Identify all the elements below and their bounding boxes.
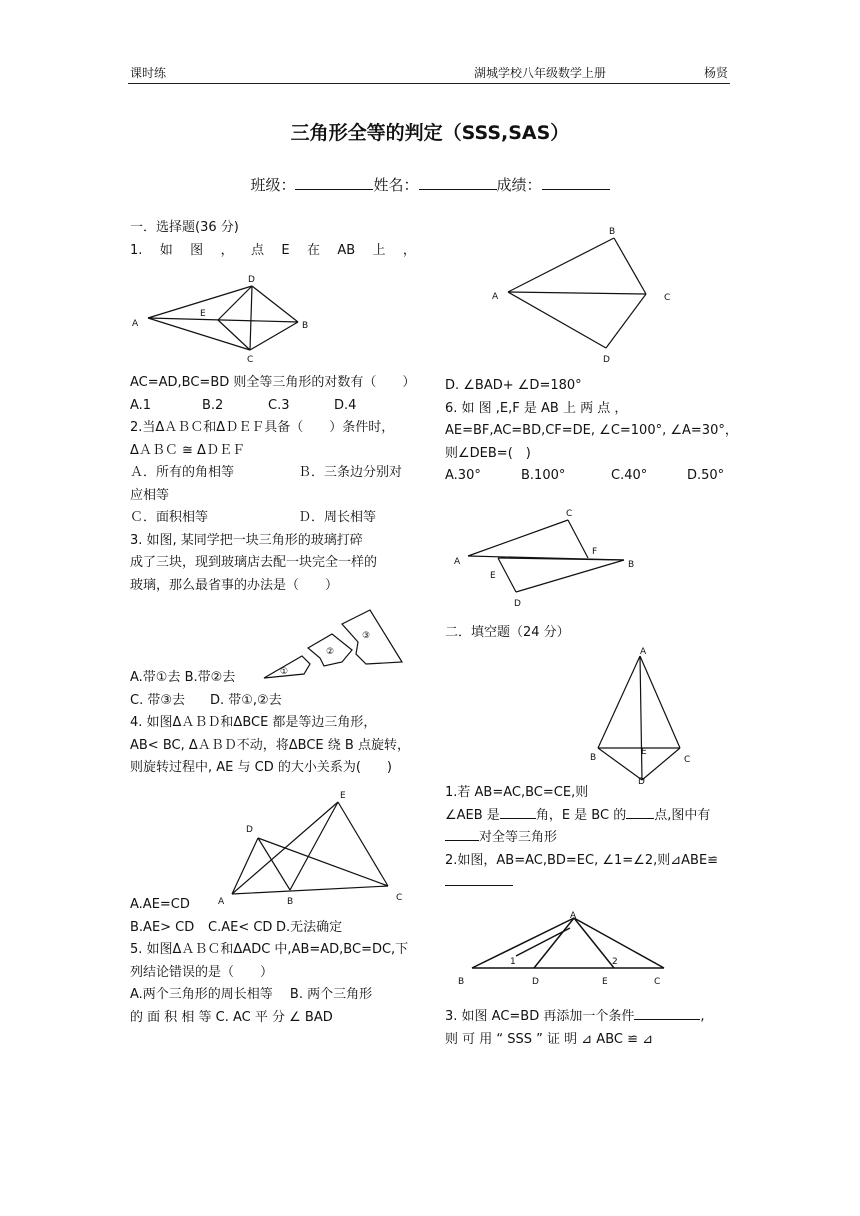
seg (508, 292, 606, 348)
q1-char: AB (337, 242, 356, 258)
f3-line2: 则 可 用 “ SSS ” 证 明 ⊿ ABC ≌ ⊿ (445, 1031, 654, 1047)
q1-char: 点 (250, 242, 264, 258)
q3-options-ab[interactable]: A.带①去 B.带②去 (130, 670, 236, 685)
label-E: E (200, 309, 206, 319)
figure-fill2 (452, 908, 682, 990)
seg (472, 918, 574, 968)
f1-blank-count[interactable] (445, 827, 479, 841)
label-B: B (287, 897, 294, 906)
label-B: B (590, 753, 597, 763)
q6-option[interactable]: C.40° (611, 468, 648, 483)
f1-text: ∠AEB 是 (445, 807, 500, 823)
q1-char: 1. (130, 242, 143, 258)
student-info-line (0, 174, 860, 195)
label-D: D (246, 825, 253, 835)
q1-option[interactable]: A.1 (130, 397, 152, 413)
q1-option[interactable]: B.2 (202, 397, 224, 413)
f1-line3 (445, 827, 735, 850)
q2-option-b[interactable]: Ｂ．三条边分别对 (298, 465, 403, 480)
seg (148, 318, 298, 322)
q5-option-d[interactable]: D. ∠BAD+ ∠D=180° (445, 378, 582, 393)
seg (508, 292, 646, 294)
header-right: 杨贤 (704, 66, 729, 80)
q3-line3: 玻璃，那么最省事的办法是（ ） (130, 577, 339, 593)
label-B: B (302, 321, 308, 331)
label-A: A (492, 292, 499, 302)
header-rule (128, 83, 730, 84)
seg (574, 918, 664, 968)
score-label: 成绩： (496, 176, 542, 194)
seg (640, 656, 680, 748)
seg (232, 838, 258, 894)
label-E: E (490, 571, 496, 581)
seg (250, 322, 298, 350)
label-1: 1 (510, 957, 516, 967)
q5-line4: 的 面 积 相 等 C. AC 平 分 ∠ BAD (130, 1009, 333, 1025)
q1-char: 在 (306, 242, 320, 258)
seg (598, 748, 642, 780)
q6-line1: 6. 如 图 ,E,F 是 AB 上 两 点 ， (445, 400, 628, 416)
section1-heading: 一．选择题(36 分) (130, 220, 239, 235)
seg (516, 560, 624, 592)
section2-heading-wrap (445, 622, 735, 645)
label-D: D (514, 599, 521, 609)
q1-char: 图 (190, 242, 204, 258)
f2-blank[interactable] (445, 872, 513, 886)
label-C: C (396, 893, 403, 903)
seg (508, 238, 614, 292)
f1-blank-point[interactable] (626, 805, 654, 819)
q3-line1: 3. 如图, 某同学把一块三角形的玻璃打碎 (130, 532, 363, 548)
q3-option-d[interactable]: D. 带①,②去 (210, 692, 282, 708)
f3-blank[interactable] (634, 1006, 700, 1020)
name-label: 姓名： (373, 176, 419, 194)
q4-line3: 则旋转过程中, AE 与 CD 的大小关系为( ) (130, 760, 392, 775)
q3-options-cd (130, 690, 416, 713)
seg (232, 886, 388, 894)
q2-option-c[interactable]: Ｃ．面积相等 (130, 510, 209, 525)
q2-options-ab (130, 462, 416, 485)
seg (468, 520, 568, 556)
seg (606, 294, 646, 348)
label-E: E (641, 747, 647, 757)
figure-q4 (210, 786, 416, 906)
q6-line2: AE=BF,AC=BD,CF=DE, ∠C=100°, ∠A=30°， (445, 423, 738, 438)
q4-options-bcd (130, 917, 420, 940)
q5-line3: A.两个三角形的周长相等 B. 两个三角形 (130, 987, 373, 1002)
q1-stem (130, 240, 416, 263)
q6-options (445, 465, 735, 488)
label-2: 2 (612, 957, 618, 967)
header-left: 课时练 (130, 66, 167, 80)
label-D: D (638, 777, 645, 784)
q1-char: ， (220, 242, 234, 258)
label-C: C (684, 755, 691, 765)
label-A: A (454, 557, 461, 567)
q6-line3: 则∠DEB=( ) (445, 445, 531, 461)
glass-piece-3 (342, 610, 402, 664)
q2-option-b-cont: 应相等 (130, 487, 170, 503)
piece-label-3: ③ (362, 631, 371, 641)
label-B: B (628, 560, 635, 570)
seg (498, 558, 516, 592)
f1-blank-angle[interactable] (500, 805, 536, 819)
q6-option[interactable]: D.50° (687, 468, 725, 483)
q1-option[interactable]: C.3 (268, 397, 290, 413)
q4-line2: AB< BC, ΔＡＢＤ不动，将ΔBCE 绕 B 点旋转， (130, 737, 410, 753)
q1-option[interactable]: D.4 (334, 397, 357, 413)
f2-line1: 2.如图，AB=AC,BD=EC, ∠1=∠2,则⊿ABE≌ (445, 852, 719, 868)
q1-char: ， (402, 242, 416, 258)
figure-q6 (448, 504, 644, 614)
q1-char: E (281, 242, 290, 258)
f1-line2 (445, 805, 735, 828)
f1-line1: 1.若 AB=AC,BC=CE,则 (445, 785, 589, 800)
q4-option-b[interactable]: B.AE> CD (130, 919, 195, 935)
seg (250, 286, 252, 350)
label-B: B (609, 227, 616, 237)
figure-q5 (486, 222, 686, 370)
label-C: C (654, 977, 661, 987)
seg (252, 286, 298, 322)
label-E: E (340, 791, 346, 801)
seg (642, 748, 680, 780)
right-column-q5-q6 (445, 375, 738, 488)
q2-line2: ΔＡＢＣ ≅ ΔＤＥＦ (130, 442, 245, 458)
label-F: F (592, 547, 598, 557)
label-D: D (603, 355, 610, 365)
seg-DC (258, 838, 388, 886)
q4-option-a[interactable]: A.AE=CD (130, 897, 190, 912)
label-C: C (247, 355, 254, 365)
figure-fill1 (584, 644, 694, 784)
q4-option-c[interactable]: C.AE< CD (208, 919, 273, 935)
q6-option[interactable]: B.100° (521, 468, 566, 483)
seg (614, 238, 646, 294)
class-blank[interactable] (295, 175, 373, 190)
seg (148, 318, 250, 350)
label-B: B (458, 977, 465, 987)
seg (258, 838, 290, 890)
header-center: 湖城学校八年级数学上册 (474, 66, 607, 80)
seg (290, 802, 338, 890)
piece-label-1: ① (280, 667, 289, 677)
right-column-fill (445, 782, 735, 895)
label-A: A (132, 319, 139, 329)
name-blank[interactable] (419, 175, 497, 190)
page-title: 三角形全等的判定（SSS,SAS） (290, 122, 570, 144)
figure-q1 (128, 268, 308, 366)
label-A: A (640, 647, 647, 657)
left-column-q4-q5 (130, 894, 420, 1029)
label-E: E (602, 977, 608, 987)
right-column-f3 (445, 1006, 735, 1051)
f1-text: 点,图中有 (654, 807, 711, 823)
f3-text: 3. 如图 AC=BD 再添加一个条件 (445, 1009, 635, 1024)
label-D: D (248, 275, 255, 285)
f1-text: 对全等三角形 (479, 830, 558, 845)
label-C: C (566, 509, 573, 519)
q2-option-a[interactable]: Ａ．所有的角相等 (130, 465, 235, 480)
f3-text: , (700, 1009, 705, 1024)
left-column-q1-q3 (130, 372, 416, 597)
q1-options (130, 395, 416, 418)
piece-label-2: ② (326, 647, 335, 657)
seg (574, 918, 614, 968)
q5-line2: 列结论错误的是（ ） (130, 964, 274, 980)
q3-option-c[interactable]: C. 带③去 (130, 692, 185, 708)
figure-q3 (262, 606, 408, 684)
left-column (130, 217, 416, 262)
f1-text: 角，E 是 BC 的 (535, 807, 627, 823)
q5-line1: 5. 如图ΔＡＢＣ和ΔADC 中,AB=AD,BC=DC,下 (130, 942, 409, 957)
seg (598, 656, 640, 748)
label-D: D (532, 977, 539, 987)
label-A: A (218, 897, 225, 906)
q1-char: 如 (159, 242, 173, 258)
seg (338, 802, 388, 886)
label-A: A (570, 911, 577, 921)
f3-line1 (445, 1006, 735, 1029)
q4-option-d[interactable]: D.无法确定 (276, 919, 343, 935)
q2-line1: 2.当ΔＡＢＣ和ΔＤＥＦ具备（ ）条件时， (130, 420, 395, 435)
q6-option[interactable]: A.30° (445, 468, 481, 483)
q4-line1: 4. 如图ΔＡＢＤ和ΔBCE 都是等边三角形， (130, 715, 377, 730)
section2-heading: 二．填空题（24 分） (445, 625, 570, 640)
q2-options-cd (130, 507, 416, 530)
q1-stem2: AC=AD,BC=BD 则全等三角形的对数有（ ） (130, 375, 416, 390)
score-blank[interactable] (542, 175, 610, 190)
label-C: C (664, 293, 671, 303)
q3-line2: 成了三块，现到玻璃店去配一块完全一样的 (130, 555, 378, 570)
f2-line2 (445, 872, 735, 895)
seg (568, 520, 588, 558)
q2-option-d[interactable]: Ｄ．周长相等 (298, 510, 377, 525)
q1-char: 上 (372, 242, 386, 258)
seg (640, 656, 642, 780)
class-label: 班级： (250, 176, 296, 194)
